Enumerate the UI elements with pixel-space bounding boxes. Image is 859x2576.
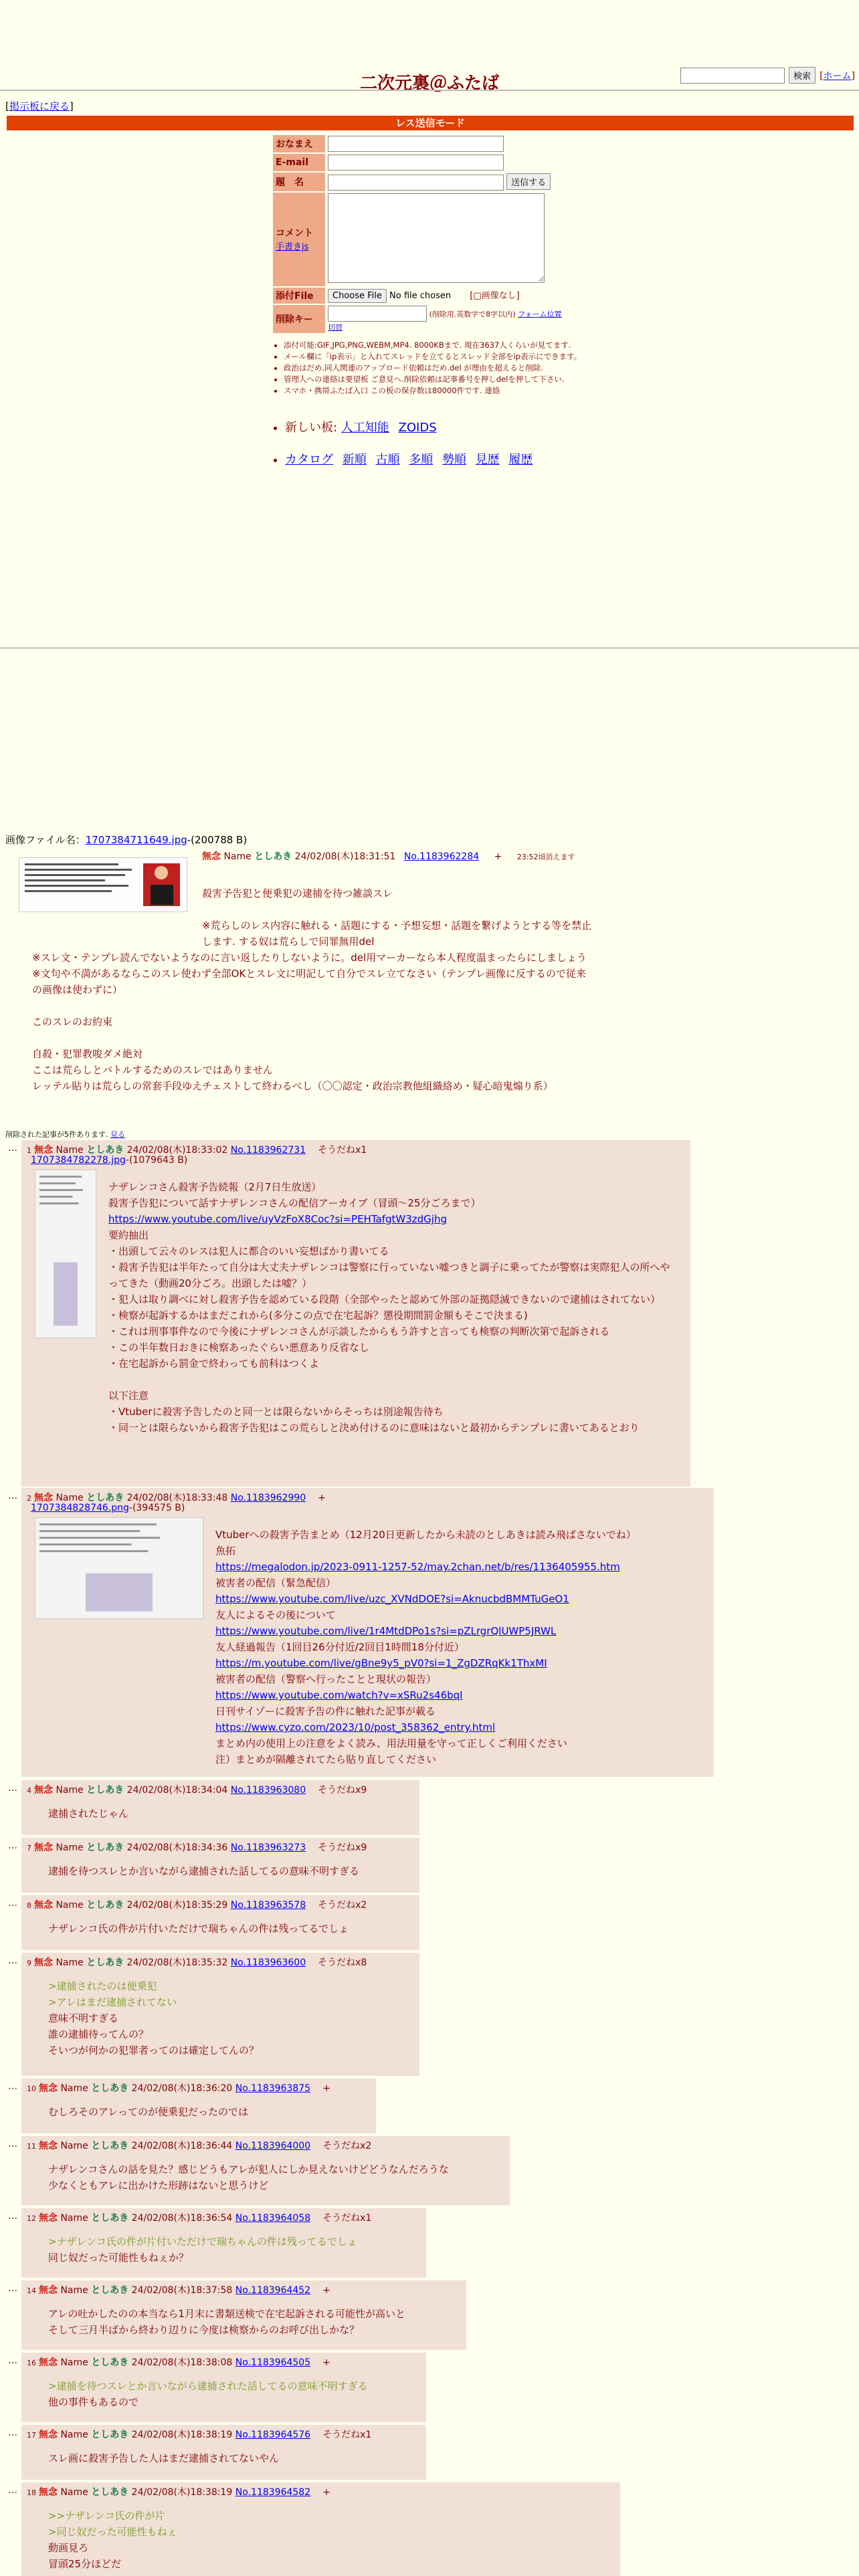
reply-image-link[interactable]: 1707384828746.png [31,1503,129,1513]
omit-note: 削除された記事が5件あります. 見る [5,1130,125,1139]
reply-body-line: むしろそのアレってのが便乗犯だったのでは [48,2106,248,2118]
reply-index: 7 [27,1844,31,1852]
reply-body-line: 逮捕を待つスレとか言いながら逮捕された話してるの意味不明すぎる [48,1865,360,1877]
reply-file-line [31,1155,187,1166]
divider [0,647,859,649]
reply-name: としあき [86,1957,124,1968]
reply-body-line: 被害者の配信（警察へ行ったことと現状の報告） [215,1673,437,1685]
sort-many-link[interactable]: 多順 [409,453,434,467]
reply-date: 24/02/08(木)18:36:54 [131,2213,233,2224]
mode-bar: レス送信モード [7,116,854,130]
reply-body-line: ・Vtuberに殺害予告したのと同一とは限らないからそっちは別途報告待ち [108,1406,444,1418]
reply-date: 24/02/08(木)18:33:02 [126,1145,228,1156]
name-label: おなまえ [273,135,325,152]
catalog-link[interactable]: カタログ [285,453,333,467]
new-board-label: 新しい板: [285,421,338,435]
reply-index: 11 [27,2142,36,2151]
op-name: としあき [254,851,292,862]
sodane-button[interactable]: + [322,2285,330,2296]
reply-header: 16 無念 Name としあき 24/02/08(木)18:38:08 No.1183964505 + [27,2357,330,2368]
reply-body-line: ・この半年数日おきに検察あったぐらい悪意あり反省なし [108,1341,369,1354]
comment-label-cell [273,193,325,286]
reply-body [48,1921,406,1937]
thumbnail-image [35,1170,96,1337]
reply-body [48,1978,406,2058]
sodane-button[interactable]: + [322,2357,330,2368]
sort-old-link[interactable]: 古順 [375,453,400,467]
reply-body-line: Vtuberへの殺害予告まとめ（12月20日更新したから未読のとしあきは読み飛ばさないでね） [215,1529,636,1541]
reply-body-line: ナザレンコさんの話を見た？感じどうもアレが犯人にしか見えないけどどうなんだろうな [48,2163,449,2175]
reply-body-line: 意味不明すぎる [48,2012,119,2024]
reply-marker: … [8,1783,17,1794]
sodane-button[interactable]: + [318,1493,326,1503]
op-body-line: ※荒らしのレス内容に触れる・話題にする・予想妄想・話題を繋げようとする等を禁止します. する奴は荒らしで同罪無用del [202,920,592,948]
reply-subject: 無念 [39,2357,58,2368]
handwrite-link[interactable]: 手書きjs [276,242,309,252]
no-image-checkbox[interactable]: [□画像なし] [470,290,520,301]
reply-body-line: 被害者の配信（緊急配信） [215,1577,337,1589]
reply-header: 11 無念 Name としあき 24/02/08(木)18:36:44 No.1183964000 そうだねx2 [27,2141,372,2151]
reply-subject: 無念 [34,1493,53,1503]
quote-line: >逮捕を待つスレとか言いながら逮捕された話してるの意味不明すぎる [48,2380,368,2392]
sodane-button[interactable]: そうだねx2 [318,1900,367,1911]
reply-subject: 無念 [34,1145,53,1156]
reply-body-line: まとめ内の使用上の注意をよく読み、用法用量を守って正しくご利用ください [215,1737,567,1749]
reply-subject: 無念 [39,2141,58,2151]
op-subject: 無念 [202,851,221,862]
op-body-line [32,1030,594,1046]
reply-file-size: -(394575 B) [128,1503,185,1513]
reply-date: 24/02/08(木)18:35:32 [126,1957,228,1968]
reply-post-number[interactable]: No.1183963273 [230,1842,306,1853]
reply-index: 17 [27,2431,36,2440]
reply-body-line: 少なくともアレに出かけた形跡はないと思うけど [48,2179,269,2191]
sodane-button[interactable]: + [322,2487,330,2498]
reply-body-line: ナザレンコさん殺害予告続報（2月7日生放送） [108,1181,322,1193]
op-body-line [32,998,594,1014]
reply-body [48,1806,406,1822]
subject-label: 題 名 [273,173,325,191]
reply-link[interactable]: https://www.cyzo.com/2023/10/post_358362_entry.html [215,1721,496,1733]
reply-date: 24/02/08(木)18:38:08 [131,2357,233,2368]
sodane-button[interactable]: そうだねx9 [318,1842,367,1853]
reply-marker: … [8,2428,17,2438]
reply-marker: … [8,2139,17,2149]
reply-header: 9 無念 Name としあき 24/02/08(木)18:35:32 No.1183963600 そうだねx8 [27,1957,367,1968]
reply-body-line: 注）まとめが隔離されてたら貼り直してください [215,1753,437,1765]
search-area: 検索 [ホーム] [680,67,855,84]
sodane-button[interactable]: そうだねx1 [318,1145,367,1156]
reply-body [48,2450,413,2466]
reply-subject: 無念 [39,2285,58,2296]
header-divider [0,90,859,91]
reply-body-line: 他の事件もあるので [48,2396,139,2408]
reply-subject: 無念 [34,1900,53,1911]
reply-date: 24/02/08(木)18:38:19 [131,2487,233,2498]
show-deleted-link[interactable]: 見る [110,1130,125,1139]
reply-post-number[interactable]: No.1183963875 [235,2083,311,2094]
search-button[interactable]: 検索 [789,67,816,84]
reply-body-line: ・犯人は取り調べに対し殺害予告を認めている段階（全部やったと認めて外部の証拠隠滅できないので逮捕はされてない） [108,1293,661,1305]
op-body [32,885,594,1094]
reply-post [21,2425,426,2480]
reply-header: 17 無念 Name としあき 24/02/08(木)18:38:19 No.1183964576 そうだねx1 [27,2430,372,2440]
reply-index: 9 [27,1959,31,1967]
reply-subject: 無念 [39,2083,58,2094]
reply-post-number[interactable]: No.1183963600 [230,1957,306,1968]
board-links [273,418,538,482]
sort-momentum-link[interactable]: 勢順 [442,453,466,467]
reply-post-number[interactable]: No.1183962731 [230,1145,306,1156]
note-item: • メール欄に「ip表示」と入れてスレッドを立てるとスレッド全部をip表示にできます。 [284,351,618,362]
reply-post [21,1780,419,1835]
reply-index: 18 [27,2488,36,2497]
reply-body-line: そいつが何かの犯罪者ってのは確定してんの？ [48,2044,260,2056]
reply-name: としあき [86,1493,124,1503]
choose-file-button[interactable]: Choose File [328,289,387,303]
reply-body-line: 魚拓 [215,1545,236,1557]
reply-body-line: ・殺害予告犯は半年たって自分は大丈夫ナザレンコは警察に行っていない嘘つきと調子に乗ってたが警察は実際犯人の所へやってきた（動画20分ごろ。出頭したは嘘？） [108,1261,670,1289]
reply-date: 24/02/08(木)18:33:48 [126,1493,228,1503]
new-board-item [285,418,538,435]
reply-index: 8 [27,1901,31,1910]
reply-name: としあき [91,2213,129,2224]
reply-post [21,1953,419,2076]
reply-marker: … [8,1898,17,1909]
reply-subject: 無念 [34,1785,53,1796]
reply-post [21,1488,714,1777]
new-board-link[interactable]: ZOIDS [398,421,437,435]
reply-post [21,1838,419,1893]
reply-body-line: そして三月半ばから終わり辺りに今度は検察からのお呼び出しかな？ [48,2324,360,2336]
reply-header: 7 無念 Name としあき 24/02/08(木)18:34:36 No.1183963273 そうだねx9 [27,1842,367,1853]
reply-name: としあき [91,2357,129,2368]
reply-body [48,2234,413,2266]
reply-subject: 無念 [39,2430,58,2440]
reply-marker: … [8,2485,17,2496]
back-to-board-link[interactable]: 掲示板に戻る [9,100,70,112]
reply-post-number[interactable]: No.1183964582 [235,2487,311,2498]
reply-name: としあき [91,2285,129,2296]
reply-body-line: 友人経過報告（1回目26分付近/2回目1時間18分付近） [215,1641,464,1653]
reply-post-number[interactable]: No.1183964058 [235,2213,311,2224]
quote-line: >>ナザレンコ氏の件が片 [48,2510,165,2522]
reply-header: 14 無念 Name としあき 24/02/08(木)18:37:58 No.1183964452 + [27,2285,330,2296]
delkey-input[interactable] [328,306,427,322]
reply-index: 2 [27,1494,31,1503]
catalog-item [285,450,538,467]
reply-marker: … [8,2283,17,2294]
toggle-link[interactable]: 切替 [328,322,343,332]
reply-name: としあき [91,2430,129,2440]
reply-name: としあき [91,2487,129,2498]
quote-line: >ナザレンコ氏の件が片付いただけで瑞ちゃんの件は残ってるでしょ [48,2236,357,2248]
reply-date: 24/02/08(木)18:35:29 [126,1900,228,1911]
board-notes [273,340,618,397]
reply-header: 1 無念 Name としあき 24/02/08(木)18:33:02 No.1183962731 そうだねx1 [27,1145,367,1156]
reply-body [48,2306,453,2338]
reply-body-line: 冒頭25分ほどだ [48,2558,122,2570]
note-item: • 政治はだめ.同人関連のアップロード依頼はだめ.del が理由を超えると削除. [284,362,618,374]
view-history-link[interactable]: 見歴 [475,453,500,467]
reply-body-line: 日刊サイゾーに殺害予告の件に触れた記事が載る [215,1705,436,1717]
reply-body [48,2508,607,2572]
submit-button[interactable]: 送信する [506,173,551,190]
header-bar [0,62,859,92]
note-item: • 添付可能:GIF,JPG,PNG,WEBM,MP4. 8000KBまで. 現在3637人くらいが見てます. [284,340,618,351]
reply-index: 1 [27,1146,31,1155]
reply-header: 12 無念 Name としあき 24/02/08(木)18:36:54 No.1183964058 そうだねx1 [27,2213,372,2224]
reply-name: としあき [91,2083,129,2094]
op-plus-button[interactable]: + [494,851,502,862]
reply-post [21,1140,690,1487]
reply-name: としあき [86,1145,124,1156]
reply-body-line: アレの吐かしたのの本当なら1月末に書類送検で在宅起訴される可能性が高いと [48,2308,405,2320]
reply-body-line: 動画見ろ [48,2542,89,2554]
op-date: 24/02/08(木)18:31:51 [294,851,396,862]
comment-label: コメント [276,228,313,239]
reply-post [21,2136,510,2206]
email-label: E-mail [273,154,325,171]
reply-index: 4 [27,1786,31,1795]
reply-post-number[interactable]: No.1183963080 [230,1785,306,1796]
reply-marker: … [8,2081,17,2092]
sodane-button[interactable]: そうだねx9 [318,1785,367,1796]
op-body-line: ここは荒らしとバトルするためのスレではありません [32,1064,273,1076]
reply-post [21,2078,376,2133]
reply-name: としあき [91,2141,129,2151]
reply-post-number[interactable]: No.1183962990 [230,1493,306,1503]
reply-body-line: ナザレンコ氏の件が片付いただけで瑞ちゃんの件は残ってるでしょ [48,1923,349,1935]
reply-name: としあき [86,1900,124,1911]
form-position-link[interactable]: フォーム位置 [518,310,562,318]
reply-date: 24/02/08(木)18:37:58 [131,2285,233,2296]
reply-subject: 無念 [34,1957,53,1968]
reply-file-line [31,1503,185,1513]
op-body-line [202,901,594,918]
reply-index: 14 [27,2286,36,2295]
reply-body [48,2104,363,2120]
comment-textarea[interactable] [328,193,545,283]
reply-date: 24/02/08(木)18:34:04 [126,1785,228,1796]
reply-index: 16 [27,2359,36,2367]
reply-body [108,1179,677,1436]
reply-marker: … [8,2355,17,2366]
op-header: 無念 Name としあき 24/02/08(木)18:31:51 No.1183962284 + 23:52頃消えます [202,851,575,862]
reply-link[interactable]: https://megalodon.jp/2023-0911-1257-52/may.2chan.net/b/res/1136405955.htm [215,1561,620,1573]
reply-post [21,2208,426,2278]
reply-body-line [108,1372,677,1388]
reply-body-line: ・検察が起訴するかはまだこれから(多分この点で在宅起訴？懲役期間罰金額もそこで決まる) [108,1309,528,1321]
op-body-line: ※スレ文・テンプレ読んでないようなのに言い返したりしないように。del用マーカーなら本人程度温まったらにしましょう [32,952,587,964]
sodane-button[interactable]: そうだねx8 [318,1957,367,1968]
reply-index: 12 [27,2214,36,2223]
reply-post [21,2280,466,2350]
reply-post [21,2482,620,2576]
thumbnail-image [35,1518,203,1618]
reply-index: 10 [27,2084,36,2093]
reply-body-line: スレ画に殺害予告した人はまだ逮捕されてないやん [48,2452,280,2464]
reply-marker: … [8,1840,17,1851]
op-expire: 23:52頃消えます [516,853,575,861]
reply-header: 10 無念 Name としあき 24/02/08(木)18:36:20 No.1183963875 + [27,2083,330,2094]
op-body-line: レッテル貼りは荒らしの常套手段ゆえチェストして終わるべし（〇〇認定・政治宗教他組織絡め・疑心暗鬼煽り系） [32,1080,553,1092]
reply-marker: … [8,2211,17,2222]
reply-body-line: 殺害予告犯について話すナザレンコさんの配信アーカイブ（冒頭〜25分ごろまで） [108,1197,481,1209]
reply-thumbnail[interactable] [35,1517,203,1619]
reply-name: としあき [86,1842,124,1853]
search-input[interactable] [680,68,785,84]
sodane-button[interactable]: そうだねx1 [322,2213,372,2224]
reply-subject: 無念 [39,2487,58,2498]
reply-header: 8 無念 Name としあき 24/02/08(木)18:35:29 No.1183963578 そうだねx2 [27,1900,367,1911]
reply-post-number[interactable]: No.1183964505 [235,2357,311,2368]
reply-thumbnail[interactable] [35,1170,96,1338]
reply-date: 24/02/08(木)18:34:36 [126,1842,228,1853]
reply-body-line: ・在宅起訴から罰金で終わっても前科はつくよ [108,1358,319,1370]
reply-link[interactable]: https://m.youtube.com/live/gBne9y5_pV0?si=1_ZgDZRqKk1ThxMI [215,1657,547,1669]
no-file-text: No file chosen [389,290,452,301]
reply-body-line: ・出頭して云々のレスは犯人に都合のいい妄想ばかり書いてる [108,1245,389,1257]
reply-body-line: 逮捕されたじゃん [48,1808,129,1820]
quote-line: >アレはまだ逮捕されてない [48,1996,177,2008]
reply-link[interactable]: https://www.youtube.com/live/uzc_XVNdDOE?si=AknucbdBMMTuGeO1 [215,1593,569,1605]
reply-file-size: -(1079643 B) [125,1155,188,1166]
reply-name: としあき [86,1785,124,1796]
reply-marker: … [8,1143,17,1154]
reply-body [48,1863,406,1879]
reply-body-line: 友人によるその後について [215,1609,336,1621]
reply-post [21,2353,426,2422]
reply-body-line: ・これは刑事事件なので今後にナザレンコさんが示談したからもう許すと言っても検察の判断次第で起訴される [108,1325,610,1337]
new-board-link[interactable]: 人工知能 [341,421,389,435]
op-body-line: このスレのお約束 [32,1016,113,1028]
reply-subject: 無念 [39,2213,58,2224]
reply-post [21,1895,419,1950]
quote-line: >同じ奴だった可能性もねぇ [48,2526,177,2538]
op-body-line: 自殺・犯罪教唆ダメ絶対 [32,1048,143,1060]
op-image-filename: 画像ファイル名：1707384711649.jpg-(200788 B) [5,834,248,846]
site-title: 二次元裏＠ふたば [359,74,499,94]
history-link[interactable]: 履歴 [508,453,533,467]
op-body-line: 殺害予告犯と便乗犯の逮捕を待つ雑談スレ [202,887,393,899]
reply-header: 2 無念 Name としあき 24/02/08(木)18:33:48 No.1183962990 + [27,1493,326,1503]
name-input[interactable] [328,136,504,152]
reply-post-number[interactable]: No.1183964000 [235,2141,311,2151]
reply-body-line: 以下注意 [108,1390,149,1402]
reply-header: 4 無念 Name としあき 24/02/08(木)18:34:04 No.1183963080 そうだねx9 [27,1785,367,1796]
reply-body [48,2378,413,2410]
reply-image-link[interactable]: 1707384782278.jpg [31,1155,126,1166]
reply-link[interactable]: https://www.youtube.com/watch?v=xSRu2s46bqI [215,1689,463,1701]
note-item: • スマホ・携帯ふたば入口 この板の保存数は80000件です. 連絡 [284,385,618,397]
reply-body [215,1527,700,1767]
reply-body-line: 要約抽出 [108,1229,149,1241]
reply-header: 18 無念 Name としあき 24/02/08(木)18:38:19 No.1183964582 + [27,2487,330,2498]
file-label: 添付File [273,288,325,304]
op-body-line: ※文句や不満があるならこのスレ使わず全部OKとスレ文に明記して自分でスレ立てなさい（テンプレ画像に反するので従来の画像は使わずに） [32,968,586,996]
post-form [272,134,565,334]
reply-body-line: ・同一とは限らないから殺害予告犯はこの荒らしと決め付けるのに意味はないと最初からテンプレに書いてあるとおり [108,1422,640,1434]
op-image-link[interactable]: 1707384711649.jpg [85,834,187,846]
reply-post-number[interactable]: No.1183963578 [230,1900,306,1911]
sodane-button[interactable]: + [322,2083,330,2094]
quote-line: >逮捕されたのは便乗犯 [48,1980,157,1992]
reply-date: 24/02/08(木)18:36:44 [131,2141,233,2151]
sodane-button[interactable]: そうだねx1 [322,2430,372,2440]
reply-marker: … [8,1955,17,1966]
delkey-note: (削除用.英数字で8字以内) [429,310,516,318]
op-post-number[interactable]: No.1183962284 [403,851,480,862]
reply-link[interactable]: https://www.youtube.com/live/uyVzFoX8Coc?si=PEHTafgtW3zdGjhg [108,1213,447,1225]
back-link-wrap: [掲示板に戻る] [5,100,74,112]
reply-date: 24/02/08(木)18:36:20 [131,2083,233,2094]
reply-subject: 無念 [34,1842,53,1853]
delkey-label: 削除キー [273,305,325,333]
reply-link[interactable]: https://www.youtube.com/live/1r4MtdDPo1s?si=pZLrgrQlUWP5JRWL [215,1625,557,1637]
note-item: • 管理人への連絡は要望板 ご意見へ.削除依頼は記事番号を押しdelを押して下さい. [284,374,618,385]
subject-input[interactable] [328,175,504,191]
reply-body [48,2161,496,2193]
email-input[interactable] [328,154,504,171]
reply-marker: … [8,1491,17,1501]
home-link[interactable]: ホーム [823,70,852,82]
sodane-button[interactable]: そうだねx2 [322,2141,372,2151]
reply-body-line: 同じ奴だった可能性もねぇか？ [48,2252,189,2264]
reply-date: 24/02/08(木)18:38:19 [131,2430,233,2440]
reply-post-number[interactable]: No.1183964576 [235,2430,311,2440]
reply-body-line: 誰の逮捕待ってんの？ [48,2028,149,2040]
sort-new-link[interactable]: 新順 [342,453,367,467]
reply-post-number[interactable]: No.1183964452 [235,2285,311,2296]
